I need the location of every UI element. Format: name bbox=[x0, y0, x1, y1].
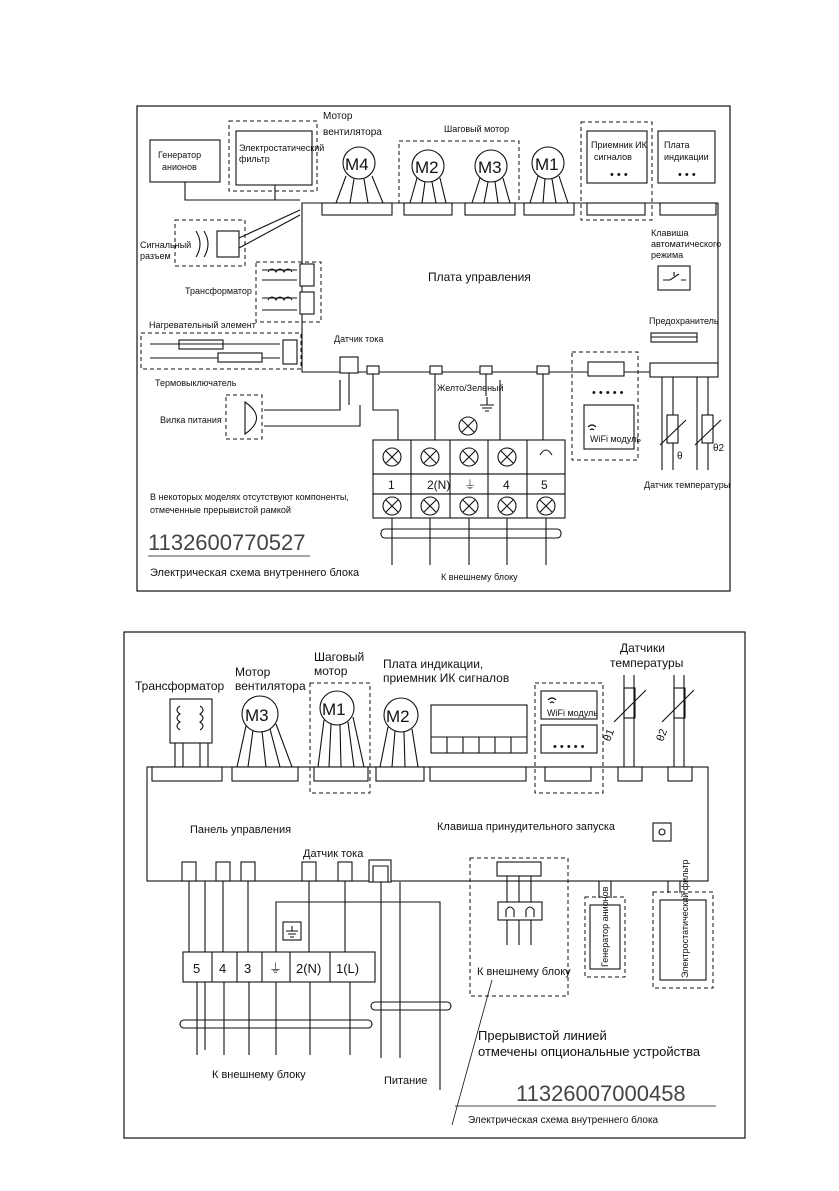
wifi-label-2: WiFi модуль bbox=[547, 708, 598, 718]
wifi-connector bbox=[588, 362, 624, 376]
motor-m2b-label: M2 bbox=[386, 707, 410, 726]
theta-label-2b: θ2 bbox=[654, 727, 671, 744]
auto-label-2: автоматического bbox=[651, 239, 722, 249]
temp-sensor-label-2b: температуры bbox=[610, 656, 684, 670]
diagram-1-code: 1132600770527 bbox=[148, 530, 306, 555]
motor-m3-label: M3 bbox=[478, 158, 502, 177]
transformer-wires-2 bbox=[175, 743, 208, 767]
temp-sensor-label-1: Датчик температуры bbox=[644, 480, 731, 490]
power-plug-symbol bbox=[245, 402, 257, 434]
theta-label-1a: θ bbox=[677, 451, 683, 462]
outdoor-top-connector-2 bbox=[497, 862, 541, 876]
temp-sensor-connector bbox=[650, 363, 718, 377]
board-pin-1 bbox=[367, 366, 379, 374]
note-line-1: В некоторых моделях отсутствуют компоненты, bbox=[150, 492, 349, 502]
step-motor-label: Шаговый мотор bbox=[444, 124, 510, 134]
filter-wires-2 bbox=[668, 881, 680, 893]
terminal-5-label: 5 bbox=[541, 478, 548, 492]
motor-m4-label: M4 bbox=[345, 155, 369, 174]
signal-wires bbox=[239, 210, 300, 248]
heater-connector bbox=[283, 340, 297, 364]
transformer-label: Трансформатор bbox=[185, 286, 252, 296]
note-line-2: отмеченные прерывистой рамкой bbox=[150, 505, 291, 515]
thermoswitch-label: Термовыключатель bbox=[155, 378, 237, 388]
display-label-2a: Плата индикации, bbox=[383, 657, 484, 671]
motor-m4-connector bbox=[322, 203, 392, 215]
ir-label-1: Приемник ИК bbox=[591, 140, 647, 150]
current-sensor-box bbox=[340, 357, 358, 373]
step-motor-label-2b: мотор bbox=[314, 664, 348, 678]
display-label-2b: приемник ИК сигналов bbox=[383, 671, 510, 685]
filter-label-2: Электростатический фильтр bbox=[680, 859, 690, 978]
board2-pin-5 bbox=[338, 862, 352, 881]
transformer-wires bbox=[262, 270, 297, 310]
temp-sensor-2b bbox=[674, 688, 685, 718]
motor-m3b-wires bbox=[237, 724, 292, 767]
power-plug-label: Вилка питания bbox=[160, 415, 222, 425]
board2-pin-2 bbox=[216, 862, 230, 881]
signal-label-2: разъем bbox=[140, 251, 171, 261]
current-sensor-label: Датчик тока bbox=[334, 334, 384, 344]
auto-label-1: Клавиша bbox=[651, 228, 689, 238]
outdoor-plug-2 bbox=[498, 902, 542, 920]
motor-m1-label: M1 bbox=[535, 155, 559, 174]
diagram-2-code: 11326007000458 bbox=[516, 1081, 686, 1106]
current-sensor-wires bbox=[340, 373, 349, 409]
board-pin-2 bbox=[430, 366, 442, 374]
to-outdoor-label-1: К внешнему блоку bbox=[441, 572, 518, 582]
theta-label-2a: θ1 bbox=[601, 727, 618, 744]
terminal2-ground-label: ⏚ bbox=[269, 961, 283, 976]
anion-label-2: анионов bbox=[162, 162, 197, 172]
wifi-dots: • • • • • bbox=[592, 387, 624, 399]
fan-motor-label-1: Мотор bbox=[323, 111, 353, 122]
filter-label-2: фильтр bbox=[239, 154, 270, 164]
display-label-2: индикации bbox=[664, 152, 709, 162]
display-connector-2 bbox=[430, 767, 526, 781]
terminal-ground-label: ⏚ bbox=[464, 478, 477, 492]
fan-motor-label-2a: Мотор bbox=[235, 665, 271, 679]
fuse-label: Предохранитель bbox=[649, 316, 719, 326]
fan-motor-label-2: вентилятора bbox=[323, 127, 382, 138]
power-wires-2 bbox=[381, 882, 400, 1058]
motor-m2-connector bbox=[404, 203, 452, 215]
to-outdoor-label-2b: К внешнему блоку bbox=[212, 1069, 306, 1081]
step-motor-label-2a: Шаговый bbox=[314, 650, 365, 664]
note-line-2a: Прерывистой линией bbox=[478, 1028, 607, 1043]
outdoor-cable-clamp bbox=[381, 529, 561, 538]
motor-m3b-label: M3 bbox=[245, 706, 269, 725]
transformer-connector-2 bbox=[300, 292, 314, 314]
motor-m2b-wires bbox=[380, 727, 418, 767]
ground-symbol-2 bbox=[286, 926, 298, 937]
auto-key-box bbox=[658, 266, 690, 290]
heater-label: Нагревательный элемент bbox=[149, 320, 256, 330]
terminal2-5-label: 5 bbox=[193, 961, 201, 976]
signal-connector bbox=[217, 231, 239, 257]
motor-m3b-connector bbox=[232, 767, 298, 781]
motor-m1-connector bbox=[524, 203, 574, 215]
board2-pin-4 bbox=[302, 862, 316, 881]
current-sensor-label-2: Датчик тока bbox=[303, 848, 364, 860]
fan-motor-label-2b: вентилятора bbox=[235, 679, 306, 693]
anion-label-2: Генератор анионов bbox=[600, 886, 610, 967]
temp-connector-2b bbox=[668, 767, 692, 781]
diagram-1-caption: Электрическая схема внутреннего блока bbox=[150, 567, 360, 579]
display-dots: • • • bbox=[678, 169, 696, 181]
outdoor-wires-2 bbox=[197, 982, 350, 1055]
control-board-label: Плата управления bbox=[428, 270, 531, 284]
control-panel-label: Панель управления bbox=[190, 824, 292, 836]
terminal-4-label: 4 bbox=[503, 478, 510, 492]
anion-label-1: Генератор bbox=[158, 150, 202, 160]
temp-connector-2a bbox=[618, 767, 642, 781]
theta-label-1b: θ2 bbox=[713, 443, 725, 454]
temp-sensor-label-2a: Датчики bbox=[620, 641, 665, 655]
power-clamp-2 bbox=[371, 1002, 451, 1010]
wifi-connector-2 bbox=[545, 767, 591, 781]
motor-m1b-label: M1 bbox=[322, 700, 346, 719]
display-label-1: Плата bbox=[664, 140, 690, 150]
diagram-1 bbox=[137, 106, 730, 591]
forced-start-key bbox=[653, 823, 671, 841]
wifi-dots-2: • • • • • bbox=[553, 741, 585, 753]
motor-m3-connector bbox=[465, 203, 515, 215]
terminal-1-label: 1 bbox=[388, 478, 395, 492]
transformer-connector-1 bbox=[300, 264, 314, 286]
heater-dashed-frame bbox=[141, 333, 301, 369]
outdoor-wires bbox=[392, 518, 546, 565]
terminal2-2n-label: 2(N) bbox=[296, 961, 322, 976]
signal-cable bbox=[196, 231, 208, 257]
ground-symbol-1 bbox=[480, 397, 494, 411]
display-connector bbox=[660, 203, 716, 215]
power-label-2: Питание bbox=[384, 1075, 428, 1087]
note-line-2b: отмечены опциональные устройства bbox=[478, 1044, 701, 1059]
diagram-2-caption: Электрическая схема внутреннего блока bbox=[468, 1115, 659, 1126]
ir-dots: • • • bbox=[610, 169, 628, 181]
transformer-coils bbox=[268, 269, 292, 300]
motor-m4-wires bbox=[336, 176, 383, 203]
terminal2-4-label: 4 bbox=[219, 961, 227, 976]
board2-pin-1 bbox=[182, 862, 196, 881]
transformer-coils-2 bbox=[177, 706, 203, 730]
motor-m2-label: M2 bbox=[415, 158, 439, 177]
terminal2-1l-label: 1(L) bbox=[336, 961, 360, 976]
to-outdoor-label-2a: К внешнему блоку bbox=[477, 966, 571, 978]
anion-generator-box bbox=[150, 140, 220, 182]
signal-label-1: Сигнальный bbox=[140, 240, 192, 250]
board-pin-3 bbox=[480, 366, 492, 374]
ir-label-2: сигналов bbox=[594, 152, 632, 162]
ir-connector bbox=[587, 203, 645, 215]
auto-label-3: режима bbox=[651, 250, 684, 260]
terminal2-3-label: 3 bbox=[244, 961, 252, 976]
board2-pin-3 bbox=[241, 862, 255, 881]
terminal-2n-label: 2(N) bbox=[427, 478, 451, 492]
wifi-label-1: WiFi модуль bbox=[590, 434, 641, 444]
motor-m1-wires bbox=[530, 176, 568, 203]
motor-m2b-connector bbox=[376, 767, 424, 781]
diagram-2 bbox=[124, 632, 745, 1138]
power-plug-wires bbox=[264, 380, 360, 426]
forced-start-label: Клавиша принудительного запуска bbox=[437, 821, 616, 833]
transformer-label-2: Трансформатор bbox=[135, 679, 225, 693]
wire-t1 bbox=[373, 374, 398, 440]
thermo-switch-symbol bbox=[218, 353, 262, 362]
transformer-connector-2 bbox=[152, 767, 222, 781]
transformer-body-2 bbox=[170, 699, 212, 743]
motor-m1b-connector bbox=[314, 767, 368, 781]
board-pin-4 bbox=[537, 366, 549, 374]
yellow-green-label: Желто/Зеленый bbox=[437, 383, 504, 393]
filter-label-1: Электростатический bbox=[239, 143, 325, 153]
